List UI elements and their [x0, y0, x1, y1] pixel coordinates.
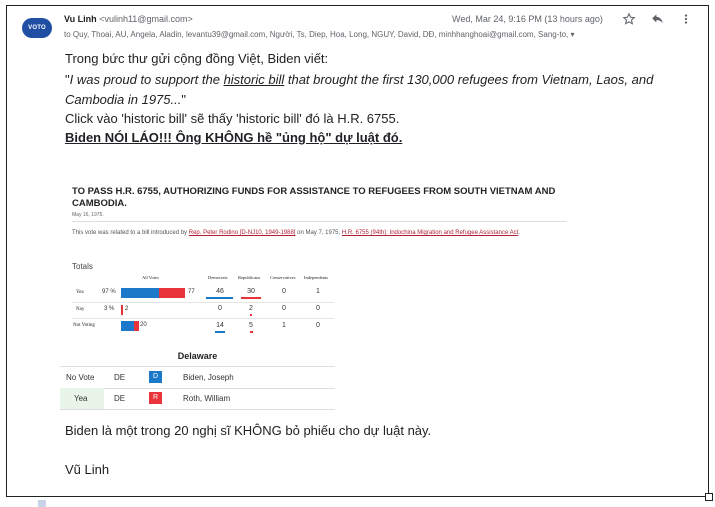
email-date: Wed, Mar 24, 9:16 PM (13 hours ago) [452, 14, 603, 24]
yea-rep: 30 [247, 288, 255, 295]
member-name[interactable]: Roth, William [183, 394, 231, 403]
yea-dem-underline [206, 297, 233, 299]
nv-dem-underline [215, 331, 225, 333]
quote-close: " [181, 92, 186, 107]
header-democrats: Democrats [208, 275, 228, 280]
member-name[interactable]: Biden, Joseph [183, 373, 234, 382]
table-row [60, 388, 335, 410]
scroll-thumb[interactable] [38, 500, 46, 507]
nay-all: 2 [125, 306, 129, 312]
nv-dem: 14 [216, 322, 224, 329]
body-line-claim: Biden NÓI LÁO!!! Ông KHÔNG hề "ủng hộ" dự luật đó. [65, 130, 403, 145]
nay-bar-rep [121, 305, 123, 315]
header-all-votes: All Votes [142, 275, 159, 280]
party-badge: D [149, 371, 162, 383]
totals-label: Totals [72, 262, 93, 271]
note-text-a: This vote was related to a bill introduced by [72, 230, 189, 236]
note-text-c: . [518, 230, 520, 236]
body-quote [65, 70, 685, 110]
vote-title: TO PASS H.R. 6755, AUTHORIZING FUNDS FOR ASSISTANCE TO REFUGEES FROM SOUTH VIETNAM AND CAMBODIA. [72, 186, 556, 209]
member-vote: Yea [74, 394, 88, 403]
sender-line [64, 14, 193, 24]
header-republicans: Republicans [238, 275, 261, 280]
nv-rep: 5 [249, 322, 253, 329]
yea-bar-rep [159, 288, 185, 298]
body-line-click: Click vào 'historic bill' sẽ thấy 'historic bill' đó là H.R. 6755. [65, 111, 400, 126]
yea-all: 77 [188, 289, 195, 295]
header-independents: Independents [304, 275, 328, 280]
sponsor-link[interactable]: Rep. Peter Rodino [D-NJ10, 1949-1988] [188, 230, 296, 236]
bill-link[interactable]: H.R. 6755 (94th): Indochina Migration and Refugee Assistance Act [341, 230, 519, 236]
divider [72, 221, 567, 222]
header-conservatives: Conservatives [270, 275, 296, 280]
nay-rep: 2 [249, 305, 253, 312]
quote-text-a: I was proud to support the [69, 72, 224, 87]
yea-ind: 1 [316, 288, 320, 295]
yea-dem: 46 [216, 288, 224, 295]
resize-handle[interactable] [705, 493, 713, 501]
nv-bar-rep [134, 321, 139, 331]
nay-pct: 3 % [104, 306, 115, 312]
yea-rep-underline [241, 297, 261, 299]
nv-all: 20 [140, 322, 147, 328]
note-text-b: on May 7, 1975, [295, 230, 342, 236]
row-label-yea: Yea [76, 290, 84, 295]
avatar-text: VOTO [28, 25, 46, 31]
nay-rep-underline [250, 314, 252, 316]
nv-con: 1 [282, 322, 286, 329]
nay-ind: 0 [316, 305, 320, 312]
delaware-table [60, 347, 335, 415]
vote-date: May 16, 1975. [72, 212, 104, 218]
party-badge: R [149, 392, 162, 404]
member-vote: No Vote [66, 373, 95, 382]
signature: Vũ Linh [65, 462, 110, 477]
row-label-not-voting: Not Voting [73, 323, 95, 328]
table-row [60, 367, 335, 389]
nay-con: 0 [282, 305, 286, 312]
state-heading: Delaware [60, 347, 335, 367]
nay-dem: 0 [218, 305, 222, 312]
vote-note [72, 229, 562, 238]
body-line-conclusion: Biden là một trong 20 nghị sĩ KHÔNG bỏ phiếu cho dự luật này. [65, 423, 432, 438]
nv-rep-underline [250, 331, 253, 333]
row-divider [72, 318, 334, 319]
star-icon[interactable] [622, 12, 636, 29]
sender-name[interactable]: Vu Linh [64, 14, 97, 24]
sender-email: <vulinh11@gmail.com> [99, 14, 193, 24]
recipients-line[interactable]: to Quy, Thoai, AU, Angela, Aladin, levantu39@gmail.com, Người, Ts, Diep, Hoa, Long, NGUY, David, DĐ, minhhanghoai@gmail.com, Sang-to, ▾ [64, 30, 575, 39]
row-label-nay: Nay [76, 307, 85, 312]
quote-open: " [65, 72, 70, 87]
quote-text-b: that brought the first 130,000 refugees from Vietnam, Laos, and Cambodia in 1975... [65, 72, 654, 107]
more-vert-icon[interactable] [682, 12, 690, 29]
nv-bar-dem [121, 321, 134, 331]
nv-ind: 0 [316, 322, 320, 329]
sender-avatar [22, 18, 52, 38]
yea-con: 0 [282, 288, 286, 295]
reply-icon[interactable] [650, 12, 665, 29]
member-state: DE [114, 394, 126, 403]
row-divider [72, 302, 334, 303]
body-line-intro: Trong bức thư gửi cộng đồng Việt, Biden viết: [65, 51, 329, 66]
yea-pct: 97 % [102, 289, 116, 295]
historic-bill-link[interactable]: historic bill [223, 72, 285, 87]
yea-bar-dem [121, 288, 159, 298]
member-state: DE [114, 373, 126, 382]
